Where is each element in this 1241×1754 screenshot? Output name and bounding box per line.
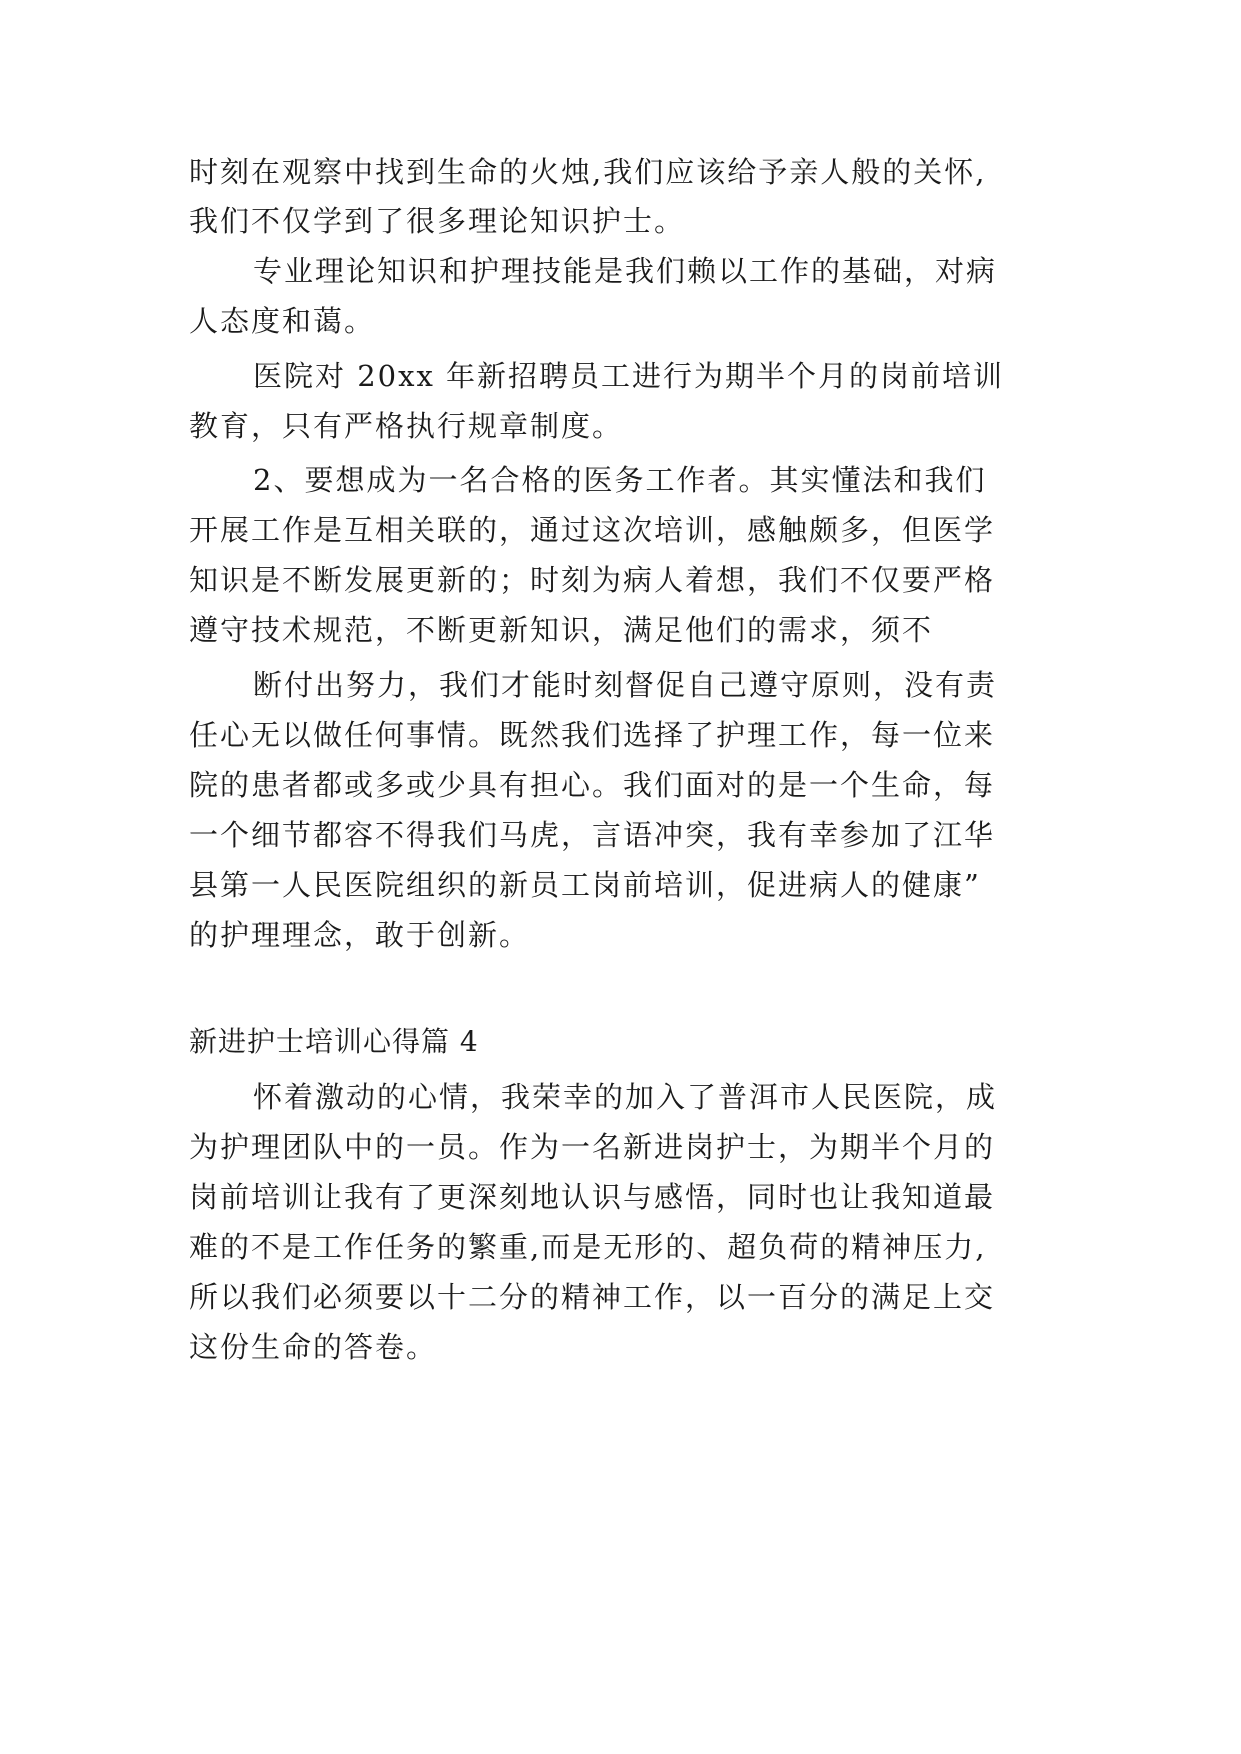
- paragraph-line: 人态度和蔼。: [189, 304, 376, 338]
- paragraph-line: 断付出努力，我们才能时刻督促自己遵守原则，没有责: [253, 668, 998, 702]
- paragraph-line: 任心无以做任何事情。既然我们选择了护理工作，每一位来: [189, 718, 996, 752]
- paragraph-line: 所以我们必须要以十二分的精神工作，以一百分的满足上交: [189, 1280, 996, 1314]
- section-heading: 新进护士培训心得篇 4: [189, 1025, 479, 1058]
- paragraph-line: 时刻在观察中找到生命的火烛,我们应该给予亲人般的关怀,: [189, 155, 987, 189]
- paragraph-line: 2、要想成为一名合格的医务工作者。其实懂法和我们: [253, 463, 987, 497]
- paragraph-line: 教育，只有严格执行规章制度。: [189, 409, 624, 443]
- paragraph-line: 专业理论知识和护理技能是我们赖以工作的基础，对病: [253, 254, 998, 288]
- paragraph-line: 怀着激动的心情，我荣幸的加入了普洱市人民医院，成: [253, 1080, 998, 1114]
- paragraph-line: 遵守技术规范，不断更新知识，满足他们的需求，须不: [189, 613, 934, 647]
- paragraph-line: 这份生命的答卷。: [189, 1330, 438, 1364]
- paragraph-line: 知识是不断发展更新的；时刻为病人着想，我们不仅要严格: [189, 563, 996, 597]
- paragraph-line: 的护理理念，敢于创新。: [189, 918, 531, 952]
- paragraph-line: 一个细节都容不得我们马虎，言语冲突，我有幸参加了江华: [189, 818, 996, 852]
- paragraph-line: 难的不是工作任务的繁重,而是无形的、超负荷的精神压力,: [189, 1230, 987, 1264]
- paragraph-line: 岗前培训让我有了更深刻地认识与感悟，同时也让我知道最: [189, 1180, 996, 1214]
- paragraph-line: 县第一人民医院组织的新员工岗前培训，促进病人的健康”: [189, 868, 981, 902]
- paragraph-line: 开展工作是互相关联的，通过这次培训，感触颇多，但医学: [189, 513, 996, 547]
- paragraph-line: 为护理团队中的一员。作为一名新进岗护士，为期半个月的: [189, 1130, 996, 1164]
- paragraph-line: 我们不仅学到了很多理论知识护士。: [189, 204, 686, 238]
- paragraph-line: 医院对 20xx 年新招聘员工进行为期半个月的岗前培训: [253, 359, 1005, 393]
- paragraph-line: 院的患者都或多或少具有担心。我们面对的是一个生命，每: [189, 768, 996, 802]
